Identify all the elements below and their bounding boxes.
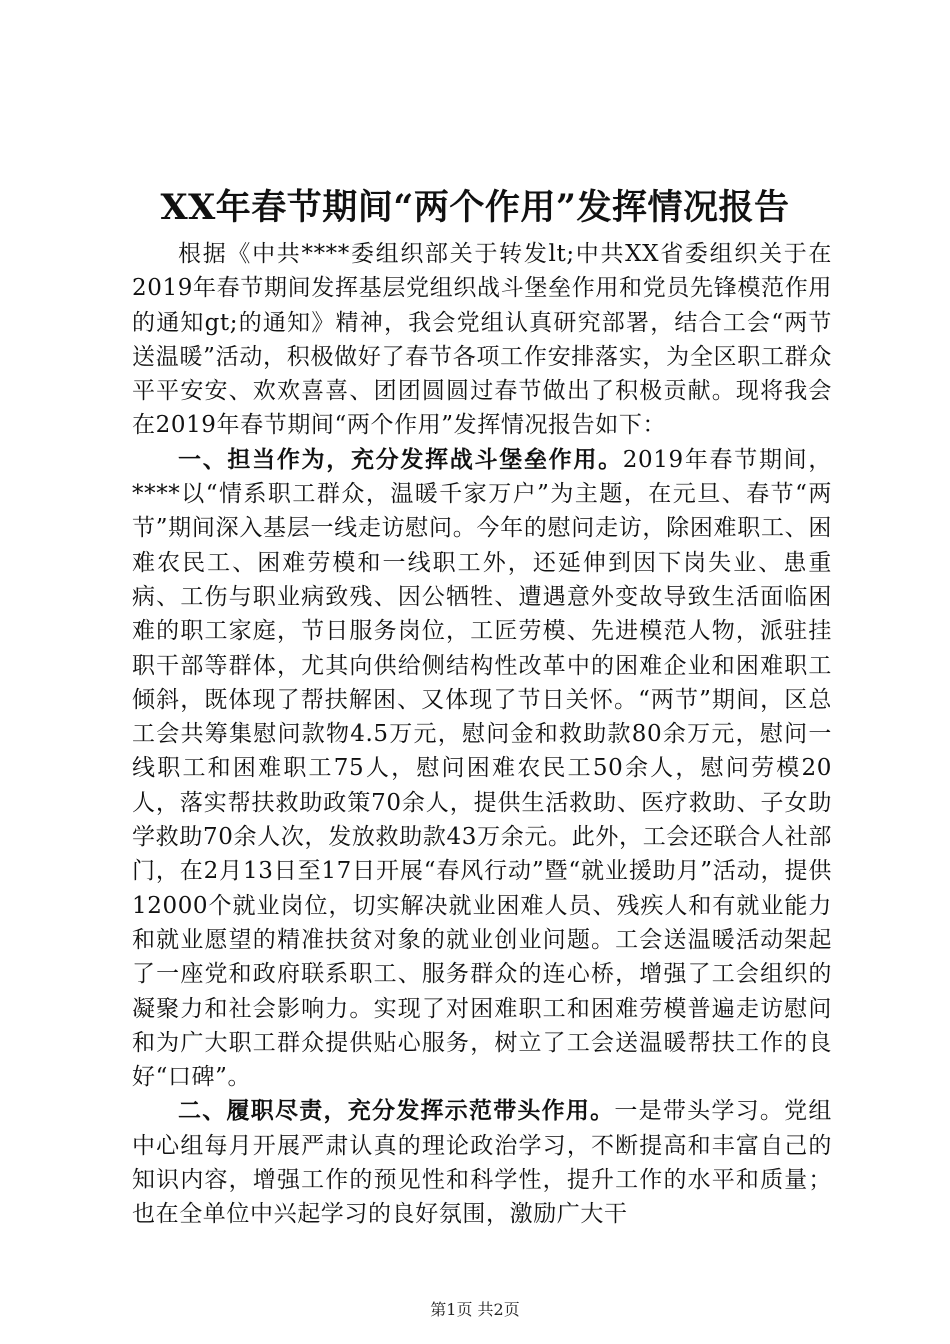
paragraph-intro bbox=[132, 237, 832, 443]
paragraph-text: 根据《中共****委组织部关于转发lt;中共XX省委组织关于在2019年春节期间发挥基层党组织战斗堡垒作用和党员先锋模范作用的通知gt;的通知》精神，我会党组认真研究部署，结合工会“两节送温暖”活动，积极做好了春节各项工作安排落实，为全区职工群众平平安安、欢欢喜喜、团团圆圆过春节做出了积极贡献。现将我会在2019年春节期间“两个作用”发挥情况报告如下： bbox=[132, 241, 832, 439]
paragraph-section-1 bbox=[132, 443, 832, 1095]
paragraph-section-2 bbox=[132, 1094, 832, 1231]
paragraph-text: 2019年春节期间，****以“情系职工群众，温暖千家万户”为主题，在元旦、春节“两节”期间深入基层一线走访慰问。今年的慰问走访，除困难职工、困难农民工、困难劳模和一线职工外，还延伸到因下岗失业、患重病、工伤与职业病致残、因公牺牲、遭遇意外变故导致生活面临困难的职工家庭，节日服务岗位，工匠劳模、先进模范人物，派驻挂职干部等群体，尤其向供给侧结构性改革中的困难企业和困难职工倾斜，既体现了帮扶解困、又体现了节日关怀。“两节”期间，区总工会共筹集慰问款物4.5万元，慰问金和救助款80余万元，慰问一线职工和困难职工75人，慰问困难农民工50余人，慰问劳模20人，落实帮扶救助政策70余人，提供生活救助、医疗救助、子女助学救助70余人次，发放救助款43万余元。此外，工会还联合人社部门，在2月13日至17日开展“春风行动”暨“就业援助月”活动，提供12000个就业岗位，切实解决就业困难人员、残疾人和有就业能力和就业愿望的精准扶贫对象的就业创业问题。工会送温暖活动架起了一座党和政府联系职工、服务群众的连心桥，增强了工会组织的凝聚力和社会影响力。实现了对困难职工和困难劳模普遍走访慰问和为广大职工群众提供贴心服务，树立了工会送温暖帮扶工作的良好“口碑”。 bbox=[132, 446, 832, 1091]
paragraph-text: 一是带头学习。党组中心组每月开展严肃认真的理论政治学习，不断提高和丰富自己的知识内容，增强工作的预见性和科学性，提升工作的水平和质量；也在全单位中兴起学习的良好氛围，激励广大干 bbox=[132, 1098, 832, 1228]
document-title: XX年春节期间“两个作用”发挥情况报告 bbox=[160, 187, 790, 228]
document-body bbox=[132, 237, 832, 1232]
page-number-footer: 第1页 共2页 bbox=[430, 1300, 520, 1319]
section-heading: 二、履职尽责，充分发挥示范带头作用。 bbox=[178, 1097, 615, 1125]
section-heading: 一、担当作为，充分发挥战斗堡垒作用。 bbox=[178, 445, 623, 473]
